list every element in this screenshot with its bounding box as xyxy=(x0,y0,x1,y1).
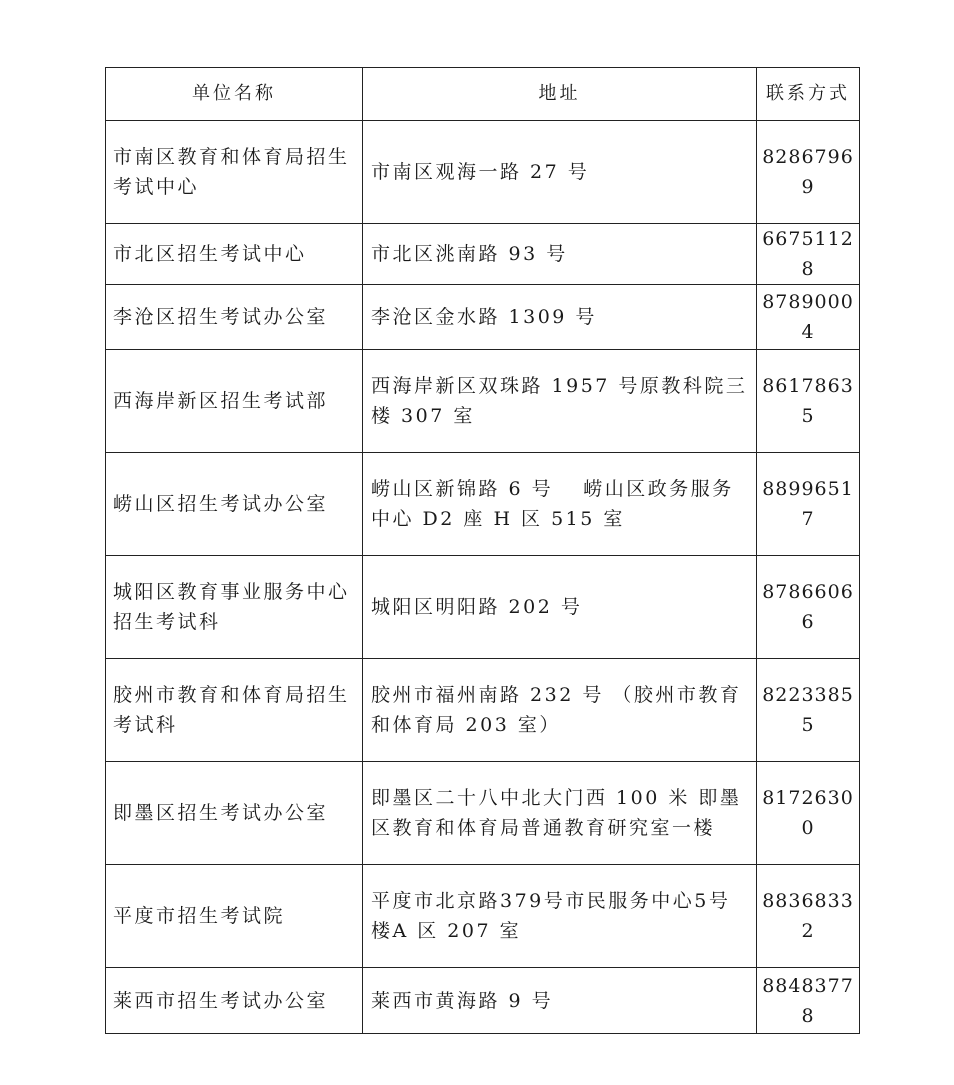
unit-name-cell: 即墨区招生考试办公室 xyxy=(106,762,363,865)
table-row xyxy=(106,865,860,968)
address-cell: 胶州市福州南路 232 号 （胶州市教育和体育局 203 室） xyxy=(363,659,757,762)
table-row xyxy=(106,762,860,865)
address-cell: 市南区观海一路 27 号 xyxy=(363,121,757,224)
address-cell: 市北区洮南路 93 号 xyxy=(363,224,757,285)
unit-name-cell: 莱西市招生考试办公室 xyxy=(106,968,363,1034)
address-cell: 李沧区金水路 1309 号 xyxy=(363,285,757,350)
table-row xyxy=(106,659,860,762)
unit-name-cell: 李沧区招生考试办公室 xyxy=(106,285,363,350)
table-row xyxy=(106,224,860,285)
address-cell: 西海岸新区双珠路 1957 号原教科院三楼 307 室 xyxy=(363,350,757,453)
table-row xyxy=(106,121,860,224)
phone-cell: 88368332 xyxy=(757,865,860,968)
table-row xyxy=(106,556,860,659)
phone-cell: 81726300 xyxy=(757,762,860,865)
address-cell: 莱西市黄海路 9 号 xyxy=(363,968,757,1034)
header-address: 地址 xyxy=(363,68,757,121)
address-cell: 即墨区二十八中北大门西 100 米 即墨区教育和体育局普通教育研究室一楼 xyxy=(363,762,757,865)
phone-cell: 88996517 xyxy=(757,453,860,556)
table-row xyxy=(106,453,860,556)
contacts-table xyxy=(105,67,860,1034)
table-row xyxy=(106,968,860,1034)
phone-cell: 86178635 xyxy=(757,350,860,453)
phone-cell: 88483778 xyxy=(757,968,860,1034)
address-cell: 平度市北京路379号市民服务中心5号楼A 区 207 室 xyxy=(363,865,757,968)
phone-cell: 82233855 xyxy=(757,659,860,762)
phone-cell: 82867969 xyxy=(757,121,860,224)
header-contact: 联系方式 xyxy=(757,68,860,121)
unit-name-cell: 胶州市教育和体育局招生考试科 xyxy=(106,659,363,762)
address-cell: 崂山区新锦路 6 号 崂山区政务服务中心 D2 座 H 区 515 室 xyxy=(363,453,757,556)
table-row xyxy=(106,350,860,453)
unit-name-cell: 崂山区招生考试办公室 xyxy=(106,453,363,556)
unit-name-cell: 市北区招生考试中心 xyxy=(106,224,363,285)
address-cell: 城阳区明阳路 202 号 xyxy=(363,556,757,659)
phone-cell: 87866066 xyxy=(757,556,860,659)
unit-name-cell: 市南区教育和体育局招生考试中心 xyxy=(106,121,363,224)
unit-name-cell: 平度市招生考试院 xyxy=(106,865,363,968)
header-unit-name: 单位名称 xyxy=(106,68,363,121)
table-header-row xyxy=(106,68,860,121)
unit-name-cell: 城阳区教育事业服务中心招生考试科 xyxy=(106,556,363,659)
phone-cell: 87890004 xyxy=(757,285,860,350)
unit-name-cell: 西海岸新区招生考试部 xyxy=(106,350,363,453)
table-row xyxy=(106,285,860,350)
phone-cell: 66751128 xyxy=(757,224,860,285)
